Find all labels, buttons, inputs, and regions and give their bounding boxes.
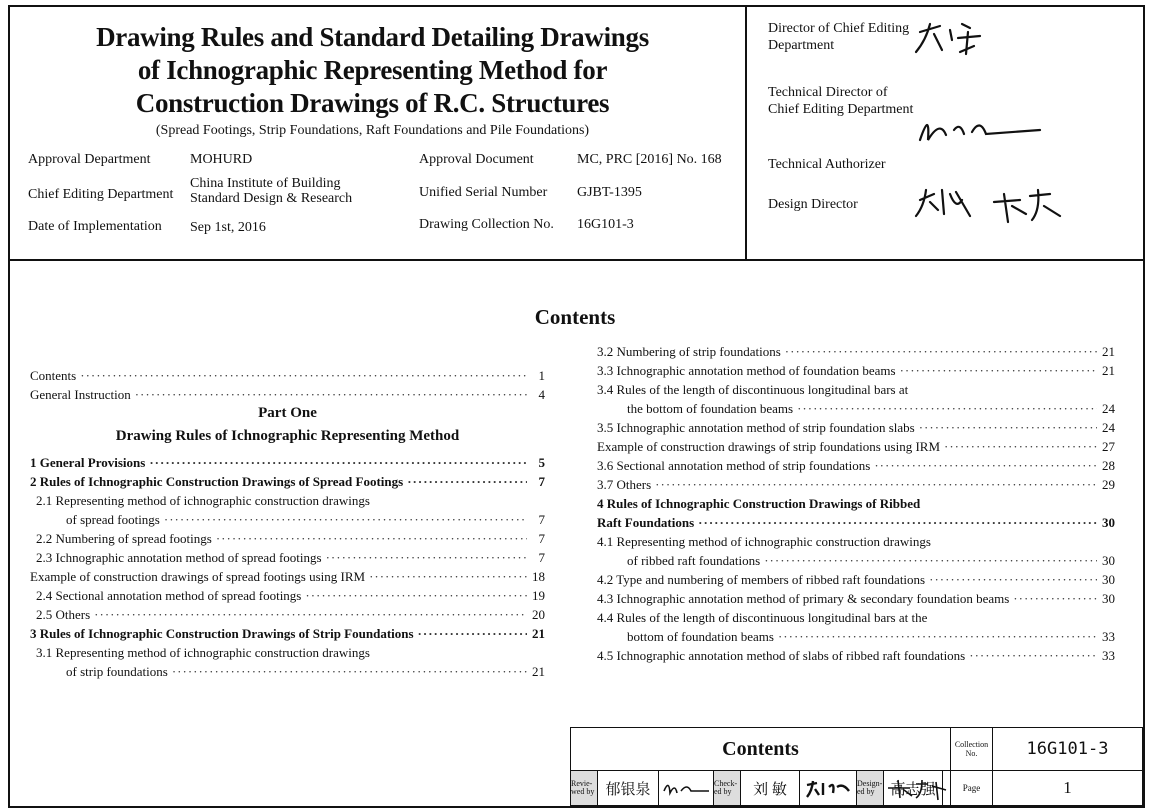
- toc-entry-page: 7: [538, 474, 545, 489]
- toc-entry[interactable]: [597, 496, 1115, 512]
- toc-entry-title: the bottom of foundation beams: [627, 401, 794, 416]
- checker-signature: [799, 770, 857, 806]
- toc-entry-title: 3.3 Ichnographic annotation method of foundation beams: [597, 363, 896, 378]
- approval-doc-label: Approval Document: [419, 152, 534, 167]
- approval-dept-value: MOHURD: [190, 152, 253, 167]
- toc-entry-page: 7: [538, 531, 545, 546]
- header-divider: [8, 259, 1143, 261]
- header-vertical-divider: [745, 5, 747, 260]
- signatory-director: [768, 20, 909, 54]
- signatory-technical-director: [768, 84, 913, 118]
- toc-entry-title: General Instruction: [30, 387, 131, 402]
- toc-leader-dots: [900, 363, 1097, 379]
- toc-entry-page: 18: [532, 569, 545, 584]
- reviewer-name: [597, 770, 659, 806]
- toc-entry-title: 4.2 Type and numbering of members of ribbed raft foundations: [597, 572, 926, 587]
- toc-entry[interactable]: [597, 382, 1115, 398]
- page-cell: [950, 770, 993, 806]
- toc-leader-dots: [172, 664, 527, 680]
- toc-entry[interactable]: [597, 439, 1115, 455]
- handwritten-signatures: [900, 10, 1140, 240]
- signature-director: [916, 24, 980, 54]
- toc-entry-page: 21: [532, 664, 545, 679]
- toc-entry-title: Example of construction drawings of spread footings using IRM: [30, 569, 366, 584]
- toc-entry[interactable]: [36, 493, 545, 509]
- toc-entry[interactable]: [36, 645, 545, 661]
- signature-technical-director: [920, 125, 1040, 140]
- toc-entry-page: 30: [1102, 572, 1115, 587]
- toc-entry-title: 4.4 Rules of the length of discontinuous longitudinal bars at the: [597, 610, 928, 625]
- toc-leader-dots: [94, 607, 527, 623]
- toc-entry-page: 21: [1102, 344, 1115, 359]
- toc-entry-title: 4.5 Ichnographic annotation method of slabs of ribbed raft foundations: [597, 648, 966, 663]
- toc-entry-page: 20: [532, 607, 545, 622]
- toc-entry-title: 4 Rules of Ichnographic Construction Drawings of Ribbed: [597, 496, 921, 511]
- toc-leader-dots: [149, 455, 527, 471]
- toc-entry-title: 3.1 Representing method of ichnographic construction drawings: [36, 645, 370, 660]
- toc-entry-title: Example of construction drawings of strip foundations using IRM: [597, 439, 941, 454]
- serial-number-value: GJBT-1395: [577, 185, 642, 200]
- toc-entry-title: of ribbed raft foundations: [627, 553, 761, 568]
- toc-entry[interactable]: [597, 534, 1115, 550]
- subtitle: (Spread Footings, Strip Foundations, Raft Foundations and Pile Foundations): [155, 123, 590, 138]
- signatory-technical-authorizer: Technical Authorizer: [768, 157, 886, 172]
- toc-entry-page: 28: [1102, 458, 1115, 473]
- toc-leader-dots: [407, 474, 527, 490]
- toc-leader-dots: [969, 648, 1097, 664]
- toc-leader-dots: [655, 477, 1097, 493]
- toc-leader-dots: [778, 629, 1097, 645]
- toc-entry-title: 2.2 Numbering of spread footings: [36, 531, 212, 546]
- toc-entry-title: 3 Rules of Ichnographic Construction Drawings of Strip Foundations: [30, 626, 414, 641]
- toc-entry-page: 30: [1102, 553, 1115, 568]
- toc-entry-title: 3.5 Ichnographic annotation method of strip foundation slabs: [597, 420, 915, 435]
- toc-entry-page: 19: [532, 588, 545, 603]
- toc-leader-dots: [216, 531, 527, 547]
- signature-design-director: [916, 190, 1060, 222]
- designed-by-label-text: Design-ed by: [857, 779, 883, 796]
- signatory-technical-director-line2: Chief Editing Department: [768, 102, 914, 117]
- toc-entry[interactable]: [597, 591, 1115, 607]
- toc-entry-title: 2.1 Representing method of ichnographic construction drawings: [36, 493, 370, 508]
- toc-entry[interactable]: [597, 363, 1115, 379]
- page-cell-value: [992, 770, 1143, 806]
- toc-entry[interactable]: [36, 531, 545, 547]
- title-line-1: Drawing Rules and Standard Detailing Drawings: [96, 22, 649, 52]
- designer-signature: [888, 776, 950, 802]
- reviewer-signature: [658, 770, 714, 806]
- toc-entry-title: 3.6 Sectional annotation method of strip foundations: [597, 458, 871, 473]
- signatory-director-line1: Director of Chief Editing: [768, 21, 910, 36]
- toc-entry-title: bottom of foundation beams: [627, 629, 774, 644]
- toc-entry-title: 3.4 Rules of the length of discontinuous longitudinal bars at: [597, 382, 909, 397]
- approval-dept-label: Approval Department: [28, 152, 151, 167]
- chief-editing-label: Chief Editing Department: [28, 187, 174, 202]
- signatory-technical-director-line1: Technical Director of: [768, 85, 888, 100]
- toc-leader-dots: [164, 512, 527, 528]
- toc-entry-page: 30: [1102, 515, 1115, 530]
- implementation-date-label: Date of Implementation: [28, 219, 162, 234]
- title-block-title: [570, 727, 951, 771]
- toc-entry-title: 3.2 Numbering of strip foundations: [597, 344, 781, 359]
- toc-entry[interactable]: [30, 474, 545, 490]
- part-one-label: Part One: [258, 405, 317, 421]
- toc-entry[interactable]: [597, 572, 1115, 588]
- title-line-3: Construction Drawings of R.C. Structures: [135, 88, 610, 118]
- toc-entry[interactable]: [597, 420, 1115, 436]
- reviewed-by-label: [570, 770, 598, 806]
- page-number: 1: [1063, 778, 1072, 797]
- toc-entry[interactable]: [30, 387, 545, 403]
- toc-leader-dots: [1013, 591, 1097, 607]
- reviewer-signature-mark: [661, 777, 711, 799]
- toc-leader-dots: [326, 550, 527, 566]
- toc-entry-title: 3.7 Others: [597, 477, 652, 492]
- toc-entry[interactable]: [597, 458, 1115, 474]
- implementation-date-value: Sep 1st, 2016: [190, 220, 266, 235]
- designed-by-label: [856, 770, 884, 806]
- title-block-title-text: Contents: [722, 737, 799, 760]
- collection-no-value: 16G101-3: [577, 217, 634, 232]
- contents-heading: Contents: [534, 305, 616, 329]
- part-one-title: Drawing Rules of Ichnographic Representing Method: [115, 428, 460, 444]
- checker-name-text: 刘 敏: [753, 781, 787, 798]
- toc-leader-dots: [785, 344, 1097, 360]
- toc-entry-title: of strip foundations: [66, 664, 168, 679]
- toc-entry-page: 5: [538, 455, 545, 470]
- toc-leader-dots: [764, 553, 1097, 569]
- chief-editing-value-line1: China Institute of Building: [190, 176, 341, 191]
- toc-leader-dots: [929, 572, 1097, 588]
- collection-no-cell: [950, 727, 993, 771]
- toc-entry[interactable]: [36, 588, 545, 604]
- toc-leader-dots: [874, 458, 1097, 474]
- toc-entry-page: 1: [538, 368, 545, 383]
- approval-doc-value: MC, PRC [2016] No. 168: [577, 152, 722, 167]
- collection-no-value-text: 16G101-3: [1026, 739, 1109, 759]
- serial-number-label: Unified Serial Number: [419, 185, 548, 200]
- toc-leader-dots: [698, 515, 1097, 531]
- collection-no-label: Drawing Collection No.: [419, 217, 554, 232]
- toc-entry[interactable]: [36, 550, 545, 566]
- toc-entry[interactable]: [66, 512, 545, 528]
- toc-entry-title: 2.4 Sectional annotation method of spread footings: [36, 588, 302, 603]
- toc-entry[interactable]: [627, 629, 1115, 645]
- toc-entry[interactable]: [597, 648, 1115, 664]
- collection-no-cell-label: Collection No.: [954, 740, 989, 758]
- toc-entry-page: 33: [1102, 629, 1115, 644]
- toc-entry[interactable]: [597, 515, 1115, 531]
- signatory-director-line2: Department: [768, 38, 835, 53]
- toc-entry-title: Raft Foundations: [597, 515, 695, 530]
- reviewed-by-label-text: Revie-wed by: [571, 779, 595, 796]
- toc-leader-dots: [919, 420, 1097, 436]
- toc-entry[interactable]: [597, 610, 1115, 626]
- toc-leader-dots: [369, 569, 527, 585]
- chief-editing-value-line2: Standard Design & Research: [190, 191, 353, 206]
- toc-entry-title: 2 Rules of Ichnographic Construction Drawings of Spread Footings: [30, 474, 404, 489]
- checked-by-label: [713, 770, 741, 806]
- toc-entry-page: 30: [1102, 591, 1115, 606]
- toc-entry-title: 4.3 Ichnographic annotation method of primary & secondary foundation beams: [597, 591, 1010, 606]
- title-line-2: of Ichnographic Representing Method for: [137, 55, 608, 85]
- toc-entry-page: 29: [1102, 477, 1115, 492]
- toc-leader-dots: [797, 401, 1097, 417]
- checker-signature-mark: [803, 777, 853, 799]
- toc-entry[interactable]: [627, 553, 1115, 569]
- toc-entry-page: 7: [538, 512, 545, 527]
- toc-entry[interactable]: [30, 368, 545, 384]
- toc-entry-title: 2.5 Others: [36, 607, 91, 622]
- toc-entry-title: Contents: [30, 368, 77, 383]
- chief-editing-value: [190, 176, 352, 206]
- page-cell-label: Page: [962, 783, 981, 793]
- toc-entry-title: 2.3 Ichnographic annotation method of spread footings: [36, 550, 322, 565]
- toc-entry-title: of spread footings: [66, 512, 160, 527]
- toc-entry-page: 7: [538, 550, 545, 565]
- toc-leader-dots: [944, 439, 1097, 455]
- toc-entry-page: 27: [1102, 439, 1115, 454]
- toc-entry-page: 24: [1102, 401, 1115, 416]
- toc-leader-dots: [418, 626, 527, 642]
- toc-entry[interactable]: [597, 477, 1115, 493]
- toc-entry-page: 21: [1102, 363, 1115, 378]
- signatory-design-director: Design Director: [768, 197, 858, 212]
- checked-by-label-text: Check-ed by: [714, 779, 738, 796]
- toc-entry[interactable]: [30, 626, 545, 642]
- toc-entry[interactable]: [36, 607, 545, 623]
- toc-entry-page: 33: [1102, 648, 1115, 663]
- toc-entry[interactable]: [627, 401, 1115, 417]
- checker-name: [740, 770, 800, 806]
- designer-name-text: 高志强: [890, 781, 936, 798]
- toc-entry-page: 4: [538, 387, 545, 402]
- collection-no-cell-value: [992, 727, 1143, 771]
- toc-entry[interactable]: [597, 344, 1115, 360]
- toc-entry-title: 1 General Provisions: [30, 455, 146, 470]
- toc-leader-dots: [80, 368, 527, 384]
- reviewer-name-text: 郁银泉: [605, 781, 651, 798]
- toc-entry[interactable]: [66, 664, 545, 680]
- toc-entry-title: 4.1 Representing method of ichnographic construction drawings: [597, 534, 931, 549]
- toc-leader-dots: [135, 387, 527, 403]
- toc-entry[interactable]: [30, 455, 545, 471]
- toc-entry-page: 21: [532, 626, 545, 641]
- toc-leader-dots: [305, 588, 527, 604]
- toc-entry-page: 24: [1102, 420, 1115, 435]
- toc-entry[interactable]: [30, 569, 545, 585]
